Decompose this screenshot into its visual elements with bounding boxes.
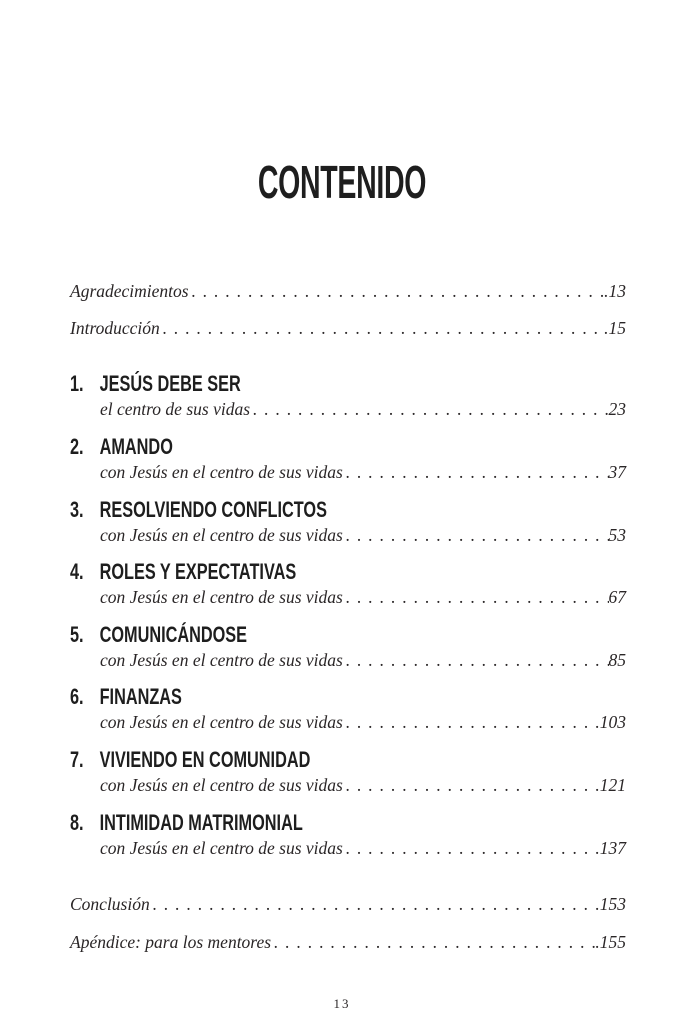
chapter-number: 6. — [70, 684, 84, 709]
chapter-number: 4. — [70, 559, 84, 584]
chapter-title: VIVIENDO EN COMUNIDAD — [99, 747, 311, 772]
chapter-subtitle-row-8 — [100, 836, 626, 860]
chapter-subtitle-row-5 — [100, 648, 626, 672]
chapter-page: .121 — [595, 775, 626, 795]
chapter-page: 23 — [608, 399, 626, 419]
chapter-subtitle: con Jesús en el centro de sus vidas — [100, 650, 343, 670]
chapter-page: 37 — [608, 462, 626, 482]
chapter-subtitle-row-4 — [100, 585, 626, 609]
chapter-heading-1 — [70, 370, 241, 398]
chapter-page: .103 — [595, 712, 626, 732]
toc-entry-page: .15 — [604, 318, 626, 338]
chapter-subtitle-row-7 — [100, 773, 626, 797]
chapter-heading-3 — [70, 496, 327, 524]
chapter-number: 7. — [70, 747, 84, 772]
chapter-number: 1. — [70, 371, 84, 396]
dot-leader — [150, 892, 596, 916]
toc-entry-page: .153 — [595, 894, 626, 914]
dot-leader — [343, 460, 609, 484]
dot-leader — [343, 773, 596, 797]
chapter-subtitle-row-3 — [100, 523, 626, 547]
toc-entry-label: Introducción — [70, 318, 160, 338]
dot-leader — [343, 836, 596, 860]
chapter-heading-8 — [70, 809, 303, 837]
toc-entry-page: .155 — [595, 932, 626, 952]
chapter-subtitle: con Jesús en el centro de sus vidas — [100, 587, 343, 607]
chapter-subtitle: el centro de sus vidas — [100, 399, 251, 419]
page-title: CONTENIDO — [257, 156, 427, 208]
chapter-subtitle-row-6 — [100, 710, 626, 734]
chapter-subtitle: con Jesús en el centro de sus vidas — [100, 775, 343, 795]
chapter-title: FINANZAS — [99, 684, 182, 709]
toc-entry-label: Agradecimientos — [70, 281, 189, 301]
chapter-heading-4 — [70, 558, 296, 586]
chapter-subtitle: con Jesús en el centro de sus vidas — [100, 525, 343, 545]
chapter-page: 85 — [608, 650, 626, 670]
chapter-number: 5. — [70, 622, 84, 647]
chapter-heading-2 — [70, 433, 173, 461]
dot-leader — [343, 710, 596, 734]
toc-entry-label: Conclusión — [70, 894, 150, 914]
dot-leader — [189, 279, 605, 303]
toc-entry-page: .13 — [604, 281, 626, 301]
chapter-heading-7 — [70, 746, 310, 774]
chapter-title: AMANDO — [99, 434, 173, 459]
toc-entry-apendice — [70, 930, 626, 954]
toc-entry-introduccion — [70, 316, 626, 340]
chapter-heading-5 — [70, 621, 247, 649]
dot-leader — [343, 585, 609, 609]
chapter-heading-6 — [70, 683, 182, 711]
chapter-number: 3. — [70, 497, 84, 522]
chapter-page: 67 — [608, 587, 626, 607]
chapter-page: .137 — [595, 838, 626, 858]
dot-leader — [343, 648, 609, 672]
toc-entry-label: Apéndice: para los mentores — [70, 932, 272, 952]
dot-leader — [250, 397, 608, 421]
chapter-title: ROLES Y EXPECTATIVAS — [99, 559, 297, 584]
chapter-number: 2. — [70, 434, 84, 459]
toc-entry-agradecimientos — [70, 279, 626, 303]
chapter-page: 53 — [608, 525, 626, 545]
chapter-subtitle: con Jesús en el centro de sus vidas — [100, 838, 343, 858]
chapter-subtitle-row-2 — [100, 460, 626, 484]
chapter-title: JESÚS DEBE SER — [99, 371, 241, 396]
dot-leader — [271, 930, 595, 954]
chapter-number: 8. — [70, 810, 84, 835]
chapter-title: RESOLVIENDO CONFLICTOS — [99, 497, 327, 522]
chapter-subtitle: con Jesús en el centro de sus vidas — [100, 462, 343, 482]
chapter-subtitle-row-1 — [100, 397, 626, 421]
chapter-subtitle: con Jesús en el centro de sus vidas — [100, 712, 343, 732]
dot-leader — [160, 316, 604, 340]
chapter-title: INTIMIDAD MATRIMONIAL — [99, 810, 303, 835]
chapter-title: COMUNICÁNDOSE — [99, 622, 248, 647]
dot-leader — [343, 523, 609, 547]
toc-entry-conclusion — [70, 892, 626, 916]
page-number: 13 — [333, 996, 351, 1011]
